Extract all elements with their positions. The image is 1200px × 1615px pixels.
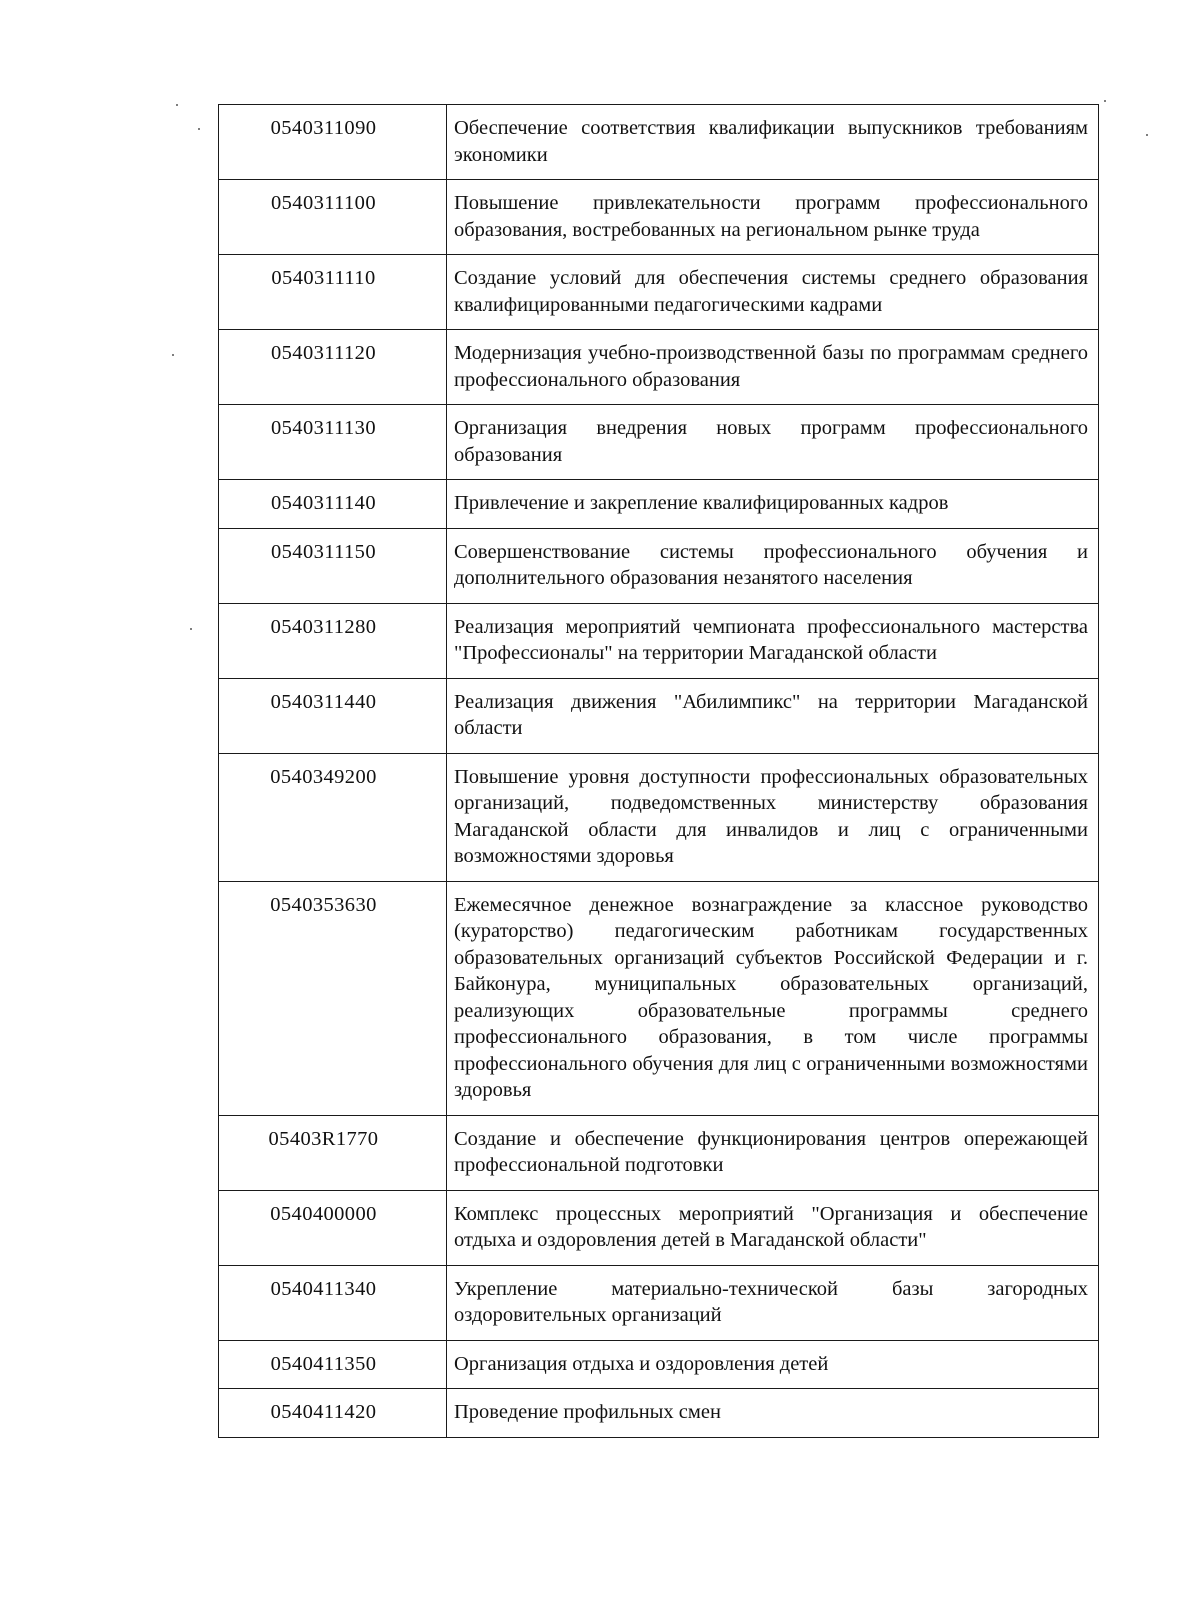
name-cell: Проведение профильных смен: [447, 1389, 1099, 1438]
name-cell: Укрепление материально-технической базы загородных оздоровительных организаций: [447, 1265, 1099, 1340]
table-row: [219, 330, 1099, 405]
table-row: [219, 1389, 1099, 1438]
table-row: [219, 881, 1099, 1115]
name-cell: Создание и обеспечение функционирования центров опережающей профессиональной подготовки: [447, 1115, 1099, 1190]
scan-speck: [190, 628, 192, 630]
name-cell: Ежемесячное денежное вознаграждение за классное руководство (кураторство) педагогическим работникам государственных образовательных организаций субъектов Российской Федерации и г. Байконура, муниципальных образовательных организаций, реализующих образовательные программы среднего профессионального образования, в том числе программы профессионального обучения для лиц с ограниченными возможностями здоровья: [447, 881, 1099, 1115]
table-row: [219, 1340, 1099, 1389]
code-cell: 0540411350: [219, 1340, 447, 1389]
name-cell: Повышение привлекательности программ профессионального образования, востребованных на региональном рынке труда: [447, 180, 1099, 255]
code-cell: 0540311150: [219, 528, 447, 603]
name-cell: Организация внедрения новых программ профессионального образования: [447, 405, 1099, 480]
name-cell: Создание условий для обеспечения системы среднего образования квалифицированными педагогическими кадрами: [447, 255, 1099, 330]
scan-speck: [1104, 100, 1106, 102]
table-row: [219, 105, 1099, 180]
name-cell: Реализация мероприятий чемпионата профессионального мастерства "Профессионалы" на территории Магаданской области: [447, 603, 1099, 678]
code-cell: 0540353630: [219, 881, 447, 1115]
table-row: [219, 405, 1099, 480]
code-cell: 0540311090: [219, 105, 447, 180]
name-cell: Организация отдыха и оздоровления детей: [447, 1340, 1099, 1389]
table-row: [219, 255, 1099, 330]
scan-speck: [198, 128, 200, 130]
code-cell: 0540311110: [219, 255, 447, 330]
name-cell: Привлечение и закрепление квалифицированных кадров: [447, 480, 1099, 529]
name-cell: Реализация движения "Абилимпикс" на территории Магаданской области: [447, 678, 1099, 753]
table-row: [219, 603, 1099, 678]
table-row: [219, 180, 1099, 255]
code-cell: 0540311140: [219, 480, 447, 529]
table-row: [219, 528, 1099, 603]
scan-speck: [176, 104, 178, 106]
name-cell: Комплекс процессных мероприятий "Организация и обеспечение отдыха и оздоровления детей в Магаданской области": [447, 1190, 1099, 1265]
table-row: [219, 753, 1099, 881]
table-row: [219, 678, 1099, 753]
table-row: [219, 1190, 1099, 1265]
table-row: [219, 480, 1099, 529]
code-cell: 0540311100: [219, 180, 447, 255]
code-cell: 0540411420: [219, 1389, 447, 1438]
code-cell: 0540311130: [219, 405, 447, 480]
name-cell: Повышение уровня доступности профессиональных образовательных организаций, подведомственных министерству образования Магаданской области для инвалидов и лиц с ограниченными возможностями здоровья: [447, 753, 1099, 881]
name-cell: Обеспечение соответствия квалификации выпускников требованиям экономики: [447, 105, 1099, 180]
name-cell: Модернизация учебно-производственной базы по программам среднего профессионального образования: [447, 330, 1099, 405]
code-cell: 0540400000: [219, 1190, 447, 1265]
table-row: [219, 1265, 1099, 1340]
budget-codes-table: [218, 104, 1099, 1438]
table-row: [219, 1115, 1099, 1190]
scan-speck: [1146, 134, 1148, 136]
name-cell: Совершенствование системы профессионального обучения и дополнительного образования незанятого населения: [447, 528, 1099, 603]
scan-speck: [172, 354, 174, 356]
code-cell: 0540349200: [219, 753, 447, 881]
code-cell: 0540411340: [219, 1265, 447, 1340]
code-cell: 0540311280: [219, 603, 447, 678]
code-cell: 05403R1770: [219, 1115, 447, 1190]
code-cell: 0540311440: [219, 678, 447, 753]
code-cell: 0540311120: [219, 330, 447, 405]
